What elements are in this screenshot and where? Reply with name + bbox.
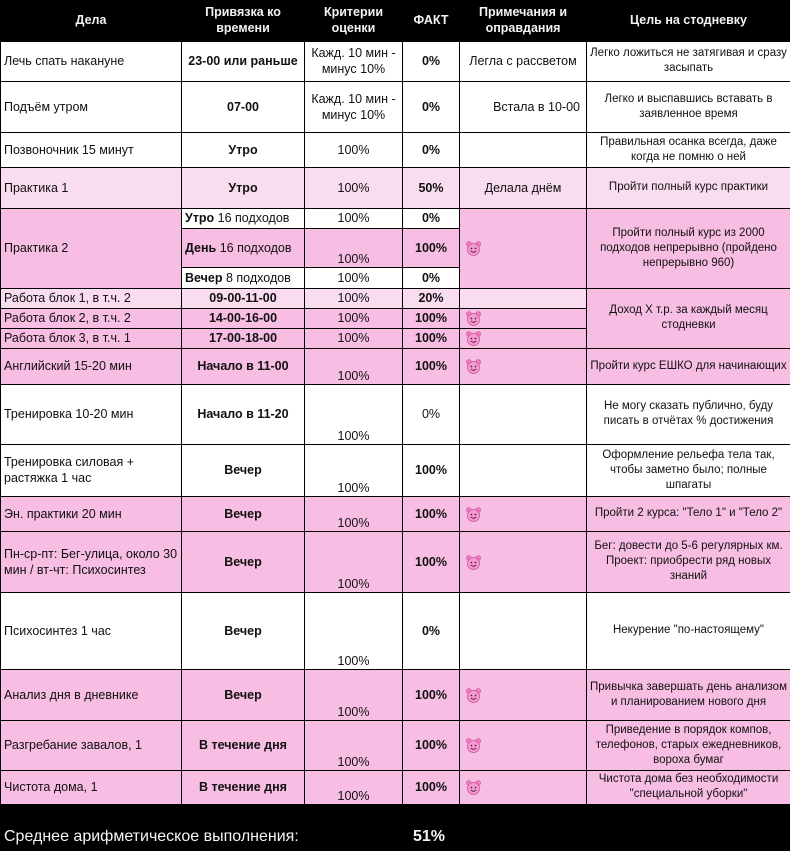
table-row — [1, 444, 790, 496]
goal-cell[interactable]: Оформление рельефа тела так, чтобы заметно было; полные шпагаты — [587, 444, 790, 496]
task-cell[interactable]: Практика 2 — [1, 208, 182, 288]
note-cell[interactable] — [460, 328, 587, 348]
time-cell[interactable]: Вечер — [182, 531, 305, 592]
task-cell[interactable]: Эн. практики 20 мин — [1, 496, 182, 531]
note-cell[interactable] — [460, 444, 587, 496]
time-cell[interactable]: 23-00 или раньше — [182, 41, 305, 81]
fact-cell[interactable]: 100% — [403, 531, 460, 592]
time-cell[interactable]: День 16 подходов — [182, 228, 305, 267]
fact-cell[interactable]: 0% — [403, 267, 460, 288]
note-cell[interactable] — [460, 592, 587, 669]
criteria-cell[interactable]: 100% — [305, 288, 403, 308]
table-row — [1, 167, 790, 208]
fact-cell[interactable]: 100% — [403, 770, 460, 804]
header-time: Привязка ко времени — [182, 0, 305, 41]
goal-cell[interactable]: Пройти полный курс практики — [587, 167, 790, 208]
note-cell[interactable] — [460, 531, 587, 592]
time-cell[interactable]: 17-00-18-00 — [182, 328, 305, 348]
table-row — [1, 592, 790, 669]
task-cell[interactable]: Подъём утром — [1, 81, 182, 132]
task-cell[interactable]: Тренировка силовая + растяжка 1 час — [1, 444, 182, 496]
fact-cell[interactable]: 100% — [403, 308, 460, 328]
note-cell[interactable] — [460, 770, 587, 804]
fact-cell[interactable]: 50% — [403, 167, 460, 208]
table-row — [1, 208, 790, 228]
time-cell[interactable]: Утро — [182, 132, 305, 167]
note-cell[interactable] — [460, 384, 587, 444]
time-cell[interactable]: Утро 16 подходов — [182, 208, 305, 228]
header-row — [1, 0, 790, 41]
criteria-cell[interactable]: 100% — [305, 308, 403, 328]
smiley-icon — [465, 738, 482, 753]
note-cell[interactable]: Легла с рассветом — [460, 41, 587, 81]
smiley-icon — [465, 507, 482, 522]
task-cell[interactable]: Психосинтез 1 час — [1, 592, 182, 669]
note-cell[interactable] — [460, 496, 587, 531]
task-cell[interactable]: Работа блок 1, в т.ч. 2 — [1, 288, 182, 308]
table-row — [1, 669, 790, 720]
time-cell[interactable]: Начало в 11-00 — [182, 348, 305, 384]
time-cell[interactable]: 09-00-11-00 — [182, 288, 305, 308]
task-cell[interactable]: Работа блок 3, в т.ч. 1 — [1, 328, 182, 348]
time-cell[interactable]: Вечер — [182, 669, 305, 720]
table-row — [1, 496, 790, 531]
note-cell[interactable]: Делала днём — [460, 167, 587, 208]
criteria-cell[interactable]: Кажд. 10 мин - минус 10% — [305, 41, 403, 81]
time-cell[interactable]: Вечер — [182, 496, 305, 531]
criteria-cell[interactable]: 100% — [305, 228, 403, 267]
smiley-icon — [465, 311, 482, 326]
time-cell[interactable]: 14-00-16-00 — [182, 308, 305, 328]
table-row — [1, 384, 790, 444]
task-cell[interactable]: Анализ дня в дневнике — [1, 669, 182, 720]
time-cell[interactable]: Вечер — [182, 444, 305, 496]
fact-cell[interactable]: 0% — [403, 41, 460, 81]
criteria-cell[interactable]: 100% — [305, 348, 403, 384]
fact-cell[interactable]: 0% — [403, 592, 460, 669]
table-row — [1, 81, 790, 132]
fact-cell[interactable]: 100% — [403, 328, 460, 348]
criteria-cell[interactable]: Кажд. 10 мин - минус 10% — [305, 81, 403, 132]
note-cell[interactable] — [460, 288, 587, 308]
fact-cell[interactable]: 20% — [403, 288, 460, 308]
smiley-icon — [465, 359, 482, 374]
fact-cell[interactable]: 100% — [403, 348, 460, 384]
goal-cell[interactable]: Легко ложиться не затягивая и сразу засыпать — [587, 41, 790, 81]
goal-cell[interactable]: Бег: довести до 5-6 регулярных км. Проект: приобрести ряд новых знаний — [587, 531, 790, 592]
criteria-cell[interactable]: 100% — [305, 531, 403, 592]
average-value: 51% — [413, 828, 446, 845]
criteria-cell[interactable]: 100% — [305, 669, 403, 720]
criteria-cell[interactable]: 100% — [305, 328, 403, 348]
smiley-icon — [465, 555, 482, 570]
fact-cell[interactable]: 100% — [403, 496, 460, 531]
goal-cell[interactable]: Пройти курс ЕШКО для начинающих — [587, 348, 790, 384]
header-goal: Цель на стодневку — [587, 0, 790, 41]
goal-cell[interactable]: Правильная осанка всегда, даже когда не помню о ней — [587, 132, 790, 167]
criteria-cell[interactable]: 100% — [305, 132, 403, 167]
time-cell[interactable]: В течение дня — [182, 720, 305, 770]
goal-cell[interactable]: Приведение в порядок компов, телефонов, старых ежедневников, вороха бумаг — [587, 720, 790, 770]
criteria-cell[interactable]: 100% — [305, 444, 403, 496]
fact-cell[interactable]: 0% — [403, 384, 460, 444]
table-row — [1, 531, 790, 592]
header-criteria: Критерии оценки — [305, 0, 403, 41]
task-cell[interactable]: Чистота дома, 1 — [1, 770, 182, 804]
note-cell[interactable] — [460, 308, 587, 328]
note-cell[interactable] — [460, 669, 587, 720]
average-label: Среднее арифметическое выполнения: — [4, 828, 299, 845]
header-fact: ФАКТ — [403, 0, 460, 41]
smiley-icon — [465, 241, 482, 256]
goal-cell[interactable]: Пройти полный курс из 2000 подходов непрерывно (пройдено непрерывно 960) — [587, 208, 790, 288]
fact-cell[interactable]: 100% — [403, 720, 460, 770]
goal-cell[interactable]: Легко и выспавшись вставать в заявленное время — [587, 81, 790, 132]
task-cell[interactable]: Английский 15-20 мин — [1, 348, 182, 384]
header-notes: Примечания и оправдания — [460, 0, 587, 41]
criteria-cell[interactable]: 100% — [305, 384, 403, 444]
time-cell[interactable]: Вечер 8 подходов — [182, 267, 305, 288]
table-row — [1, 132, 790, 167]
fact-cell[interactable]: 0% — [403, 132, 460, 167]
criteria-cell[interactable]: 100% — [305, 496, 403, 531]
task-cell[interactable]: Лечь спать накануне — [1, 41, 182, 81]
time-cell[interactable]: 07-00 — [182, 81, 305, 132]
goal-cell[interactable]: Чистота дома без необходимости "специальной уборки" — [587, 770, 790, 804]
fact-cell[interactable]: 100% — [403, 669, 460, 720]
criteria-cell[interactable]: 100% — [305, 167, 403, 208]
fact-cell[interactable]: 100% — [403, 228, 460, 267]
table-row — [1, 720, 790, 770]
table-row — [1, 41, 790, 81]
task-cell[interactable]: Пн-ср-пт: Бег-улица, около 30 мин / вт-чт: Психосинтез — [1, 531, 182, 592]
header-tasks: Дела — [1, 0, 182, 41]
criteria-cell[interactable]: 100% — [305, 267, 403, 288]
criteria-cell[interactable]: 100% — [305, 592, 403, 669]
task-cell[interactable]: Позвоночник 15 минут — [1, 132, 182, 167]
task-cell[interactable]: Разгребание завалов, 1 — [1, 720, 182, 770]
goal-cell[interactable]: Пройти 2 курса: "Тело 1" и "Тело 2" — [587, 496, 790, 531]
table-row — [1, 288, 790, 308]
task-cell[interactable]: Практика 1 — [1, 167, 182, 208]
time-cell[interactable]: Вечер — [182, 592, 305, 669]
time-cell[interactable]: Утро — [182, 167, 305, 208]
criteria-cell[interactable]: 100% — [305, 770, 403, 804]
fact-cell[interactable]: 0% — [403, 81, 460, 132]
task-cell[interactable]: Тренировка 10-20 мин — [1, 384, 182, 444]
note-cell[interactable] — [460, 720, 587, 770]
time-cell[interactable]: Начало в 11-20 — [182, 384, 305, 444]
criteria-cell[interactable]: 100% — [305, 720, 403, 770]
table-row — [1, 348, 790, 384]
goal-cell[interactable]: Некурение "по-настоящему" — [587, 592, 790, 669]
summary-bar — [0, 823, 790, 851]
time-cell[interactable]: В течение дня — [182, 770, 305, 804]
smiley-icon — [465, 688, 482, 703]
fact-cell[interactable]: 0% — [403, 208, 460, 228]
goal-cell[interactable]: Доход Х т.р. за каждый месяц стодневки — [587, 288, 790, 348]
fact-cell[interactable]: 100% — [403, 444, 460, 496]
goal-cell[interactable]: Привычка завершать день анализом и планированием нового дня — [587, 669, 790, 720]
note-cell[interactable] — [460, 208, 587, 288]
criteria-cell[interactable]: 100% — [305, 208, 403, 228]
note-cell[interactable] — [460, 132, 587, 167]
smiley-icon — [465, 331, 482, 346]
table-row — [1, 770, 790, 804]
note-cell[interactable]: Встала в 10-00 — [460, 81, 587, 132]
task-cell[interactable]: Работа блок 2, в т.ч. 2 — [1, 308, 182, 328]
smiley-icon — [465, 780, 482, 795]
goal-cell[interactable]: Не могу сказать публично, буду писать в отчётах % достижения — [587, 384, 790, 444]
note-cell[interactable] — [460, 348, 587, 384]
